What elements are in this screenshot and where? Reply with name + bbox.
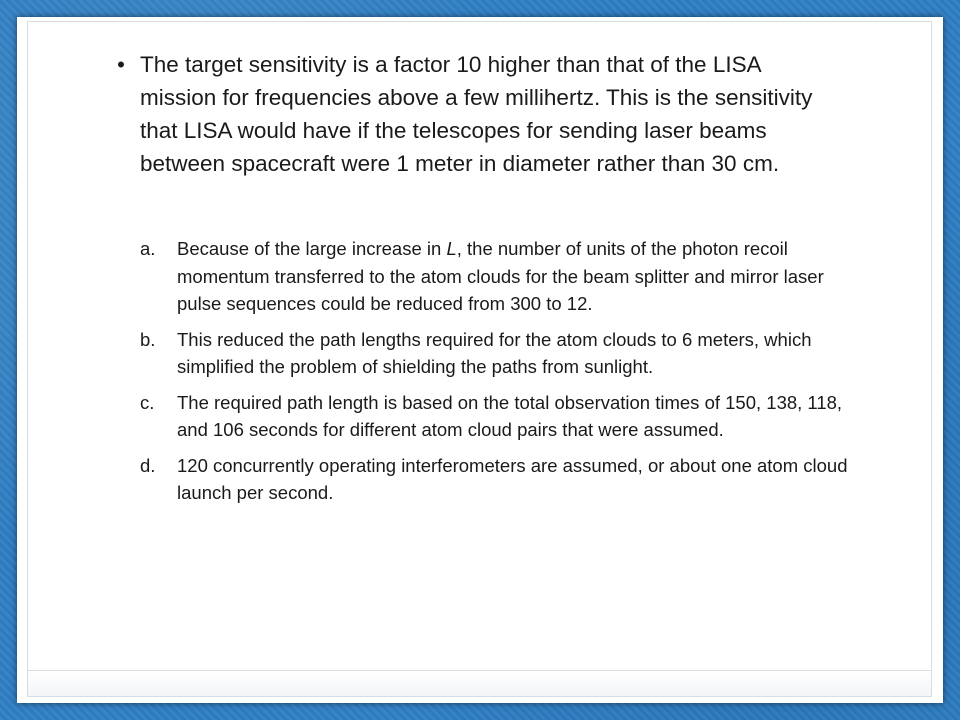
list-item-marker: d. <box>140 454 156 476</box>
sub-list <box>140 235 860 515</box>
list-item-text-part: , the number of units of the photon recoil momentum transferred to the atom clouds for the beam splitter and mirror laser pulse sequences could be reduced from 300 to 12. <box>177 238 824 314</box>
list-item <box>140 452 860 507</box>
main-bullet-text: The target sensitivity is a factor 10 higher than that of the LISA mission for frequencies above a few millihertz. This is the sensitivity that LISA would have if the telescopes for sending laser beams between spacecraft were 1 meter in diameter rather than 30 cm. <box>140 52 813 176</box>
list-item-marker: a. <box>140 238 156 259</box>
footer-band <box>28 671 931 696</box>
list-item-text <box>177 235 860 318</box>
main-bullet <box>102 48 842 180</box>
slide <box>17 17 943 703</box>
list-item-marker: b. <box>140 328 156 350</box>
list-item <box>140 326 860 381</box>
list-item-marker: c. <box>140 391 155 413</box>
bullet-marker: • <box>117 52 125 77</box>
list-item-text-part: Because of the large increase in <box>177 238 447 259</box>
list-item-text: The required path length is based on the total observation times of 150, 138, 118, and 106 seconds for different atom cloud pairs that were assumed. <box>177 391 843 440</box>
list-item-text: 120 concurrently operating interferometers are assumed, or about one atom cloud launch per second. <box>177 454 848 503</box>
list-item <box>140 389 860 444</box>
list-item-text-italic: L <box>446 238 457 259</box>
list-item <box>140 235 860 318</box>
list-item-text: This reduced the path lengths required for the atom clouds to 6 meters, which simplified the problem of shielding the paths from sunlight. <box>177 328 812 377</box>
